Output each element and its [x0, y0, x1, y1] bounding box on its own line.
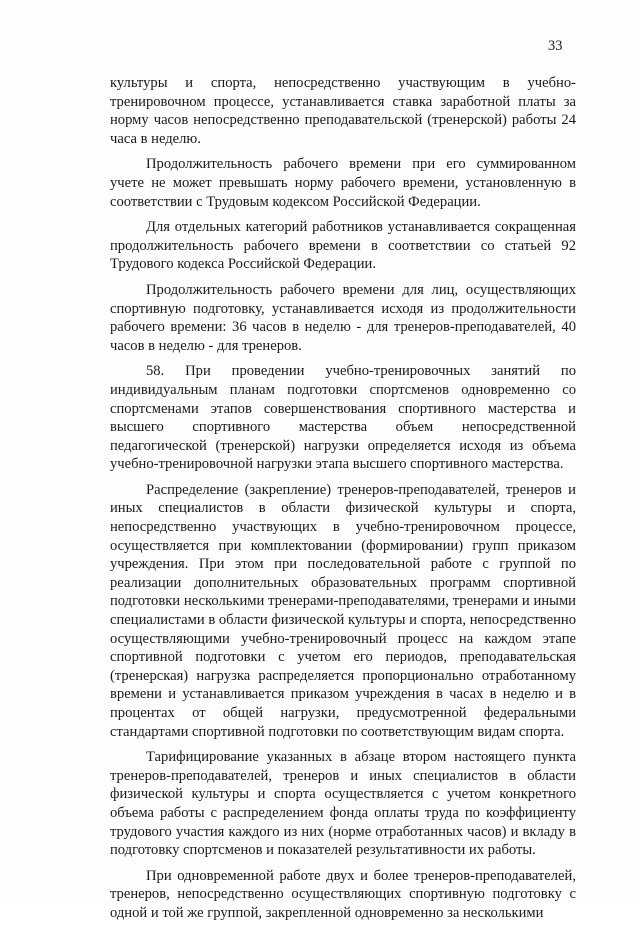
paragraph: Продолжительность рабочего времени для лиц, осуществляющих спортивную подготовку, устанавливается исходя из продолжительности рабочего времени: 36 часов в неделю - для тренеров-преподавателей, 40 часов в неделю - для тренеров. — [110, 281, 576, 354]
paragraph: Распределение (закрепление) тренеров-преподавателей, тренеров и иных специалистов в области физической культуры и спорта, непосредственно участвующих в учебно-тренировочном процессе, осуществляется при комплектовании (формировании) групп приказом учреждения. При этом при последовательной работе с группой по реализации дополнительных образовательных программ спортивной подготовки несколькими тренерами-преподавателями, тренерами и иными специалистами в области физической культуры и спорта, непосредственно осуществляющими учебно-тренировочный процесс на каждом этапе спортивной подготовки с учетом его периодов, преподавательская (тренерская) нагрузка распределяется пропорционально отработанному времени и устанавливается приказом учреждения в часах в неделю и в процентах от общей нагрузки, предусмотренной федеральными стандартами спортивной подготовки по соответствующим видам спорта. — [110, 481, 576, 740]
body-text — [110, 74, 576, 930]
paragraph: культуры и спорта, непосредственно участвующим в учебно-тренировочном процессе, устанавливается ставка заработной платы за норму часов непосредственно преподавательской (тренерской) работы 24 часа в неделю. — [110, 75, 576, 147]
page-number: 33 — [548, 38, 563, 54]
paragraph: Продолжительность рабочего времени при его суммированном учете не может превышать норму рабочего времени, установленную в соответствии с Трудовым кодексом Российской Федерации. — [110, 156, 576, 210]
paragraph: При одновременной работе двух и более тренеров-преподавателей, тренеров, непосредственно осуществляющих спортивную подготовку с одной и той же группой, закрепленной одновременно за несколькими — [110, 867, 576, 921]
paragraph: Для отдельных категорий работников устанавливается сокращенная продолжительность рабочего времени в соответствии со статьей 92 Трудового кодекса Российской Федерации. — [110, 219, 576, 273]
paragraph: Тарифицирование указанных в абзаце втором настоящего пункта тренеров-преподавателей, тренеров и иных специалистов в области физической культуры и спорта осуществляется с учетом конкретного объема работы с распределением фонда оплаты труда по коэффициенту трудового участия каждого из них (норме отработанных часов) и вкладу в подготовку спортсменов и показателей результативности их работы. — [110, 749, 576, 859]
paragraph-item-58: 58. При проведении учебно-тренировочных занятий по индивидуальным планам подготовки спортсменов одновременно со спортсменами этапов совершенствования спортивного мастерства и высшего спортивного мастерства объем непосредственной педагогической (тренерской) нагрузки определяется исходя из объема учебно-тренировочной нагрузки этапа высшего спортивного мастерства. — [110, 363, 576, 473]
